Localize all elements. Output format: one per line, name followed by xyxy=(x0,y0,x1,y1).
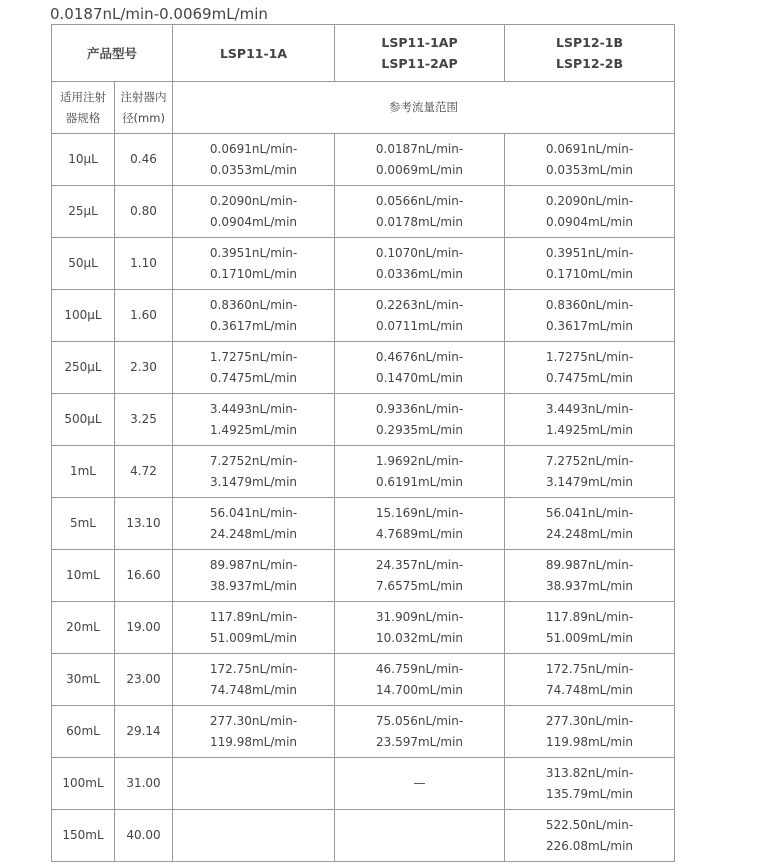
flow-range-cell-1: 1.7275nL/min- 0.7475mL/min xyxy=(173,342,335,394)
table-row xyxy=(52,238,675,290)
table-row xyxy=(52,550,675,602)
flow-range-cell-1: 7.2752nL/min- 3.1479mL/min xyxy=(173,446,335,498)
flow-range-cell-2: 46.759nL/min- 14.700mL/min xyxy=(335,654,505,706)
inner-diameter-cell: 13.10 xyxy=(115,498,173,550)
flow-range-cell-3: 56.041nL/min- 24.248mL/min xyxy=(505,498,675,550)
flow-range-cell-1: 0.3951nL/min- 0.1710mL/min xyxy=(173,238,335,290)
flow-range-cell-1: 56.041nL/min- 24.248mL/min xyxy=(173,498,335,550)
model-col-2: LSP11-1AP LSP11-2AP xyxy=(335,25,505,82)
flow-range-cell-3: 522.50nL/min- 226.08mL/min xyxy=(505,810,675,862)
flow-range-cell-1 xyxy=(173,810,335,862)
flow-range-cell-1: 0.0691nL/min- 0.0353mL/min xyxy=(173,134,335,186)
flow-range-cell-1: 0.8360nL/min- 0.3617mL/min xyxy=(173,290,335,342)
inner-diameter-label: 注射器内 径(mm) xyxy=(115,82,173,134)
inner-diameter-cell: 0.80 xyxy=(115,186,173,238)
syringe-spec-cell: 500μL xyxy=(52,394,115,446)
inner-diameter-cell: 16.60 xyxy=(115,550,173,602)
flow-range-cell-3: 0.3951nL/min- 0.1710mL/min xyxy=(505,238,675,290)
flow-range-cell-3: 0.0691nL/min- 0.0353mL/min xyxy=(505,134,675,186)
flow-range-cell-2: 0.0187nL/min- 0.0069mL/min xyxy=(335,134,505,186)
table-row xyxy=(52,602,675,654)
syringe-spec-cell: 60mL xyxy=(52,706,115,758)
model-col-3: LSP12-1B LSP12-2B xyxy=(505,25,675,82)
table-row xyxy=(52,498,675,550)
inner-diameter-cell: 19.00 xyxy=(115,602,173,654)
inner-diameter-cell: 29.14 xyxy=(115,706,173,758)
flow-range-cell-2: 0.0566nL/min- 0.0178mL/min xyxy=(335,186,505,238)
table-row xyxy=(52,186,675,238)
flow-range-cell-2: 0.9336nL/min- 0.2935mL/min xyxy=(335,394,505,446)
subheader-row xyxy=(52,82,675,134)
syringe-spec-cell: 10μL xyxy=(52,134,115,186)
flow-range-cell-1: 172.75nL/min- 74.748mL/min xyxy=(173,654,335,706)
inner-diameter-cell: 4.72 xyxy=(115,446,173,498)
flow-range-cell-2: 15.169nL/min- 4.7689mL/min xyxy=(335,498,505,550)
flow-range-cell-2 xyxy=(335,810,505,862)
table-row xyxy=(52,290,675,342)
syringe-spec-cell: 100mL xyxy=(52,758,115,810)
syringe-spec-cell: 20mL xyxy=(52,602,115,654)
flow-range-table xyxy=(51,24,675,862)
model-col-1: LSP11-1A xyxy=(173,25,335,82)
syringe-spec-cell: 150mL xyxy=(52,810,115,862)
inner-diameter-cell: 0.46 xyxy=(115,134,173,186)
flow-range-cell-1 xyxy=(173,758,335,810)
syringe-spec-cell: 5mL xyxy=(52,498,115,550)
flow-range-cell-3: 0.8360nL/min- 0.3617mL/min xyxy=(505,290,675,342)
inner-diameter-cell: 40.00 xyxy=(115,810,173,862)
inner-diameter-cell: 1.10 xyxy=(115,238,173,290)
flow-range-cell-3: 117.89nL/min- 51.009mL/min xyxy=(505,602,675,654)
syringe-spec-cell: 30mL xyxy=(52,654,115,706)
table-row xyxy=(52,706,675,758)
flow-range-cell-2: — xyxy=(335,758,505,810)
flow-range-cell-1: 3.4493nL/min- 1.4925mL/min xyxy=(173,394,335,446)
table-row xyxy=(52,758,675,810)
flow-range-cell-3: 277.30nL/min- 119.98mL/min xyxy=(505,706,675,758)
product-model-label: 产品型号 xyxy=(52,25,173,82)
table-row xyxy=(52,394,675,446)
inner-diameter-cell: 2.30 xyxy=(115,342,173,394)
flow-range-cell-3: 0.2090nL/min- 0.0904mL/min xyxy=(505,186,675,238)
table-row xyxy=(52,134,675,186)
flow-range-cell-3: 172.75nL/min- 74.748mL/min xyxy=(505,654,675,706)
flow-range-cell-3: 3.4493nL/min- 1.4925mL/min xyxy=(505,394,675,446)
flow-range-cell-1: 0.2090nL/min- 0.0904mL/min xyxy=(173,186,335,238)
inner-diameter-cell: 3.25 xyxy=(115,394,173,446)
flow-range-cell-2: 1.9692nL/min- 0.6191mL/min xyxy=(335,446,505,498)
syringe-spec-cell: 25μL xyxy=(52,186,115,238)
inner-diameter-cell: 23.00 xyxy=(115,654,173,706)
flow-range-cell-1: 117.89nL/min- 51.009mL/min xyxy=(173,602,335,654)
flow-range-cell-3: 1.7275nL/min- 0.7475mL/min xyxy=(505,342,675,394)
flow-range-cell-2: 0.4676nL/min- 0.1470mL/min xyxy=(335,342,505,394)
flow-range-cell-2: 31.909nL/min- 10.032mL/min xyxy=(335,602,505,654)
table-row xyxy=(52,342,675,394)
flow-range-cell-1: 277.30nL/min- 119.98mL/min xyxy=(173,706,335,758)
flow-range-cell-2: 24.357nL/min- 7.6575mL/min xyxy=(335,550,505,602)
syringe-spec-cell: 50μL xyxy=(52,238,115,290)
flow-range-cell-3: 313.82nL/min- 135.79mL/min xyxy=(505,758,675,810)
flow-range-cell-1: 89.987nL/min- 38.937mL/min xyxy=(173,550,335,602)
top-text: 0.0187nL/min-0.0069mL/min xyxy=(50,5,268,23)
flow-range-cell-3: 7.2752nL/min- 3.1479mL/min xyxy=(505,446,675,498)
inner-diameter-cell: 1.60 xyxy=(115,290,173,342)
inner-diameter-cell: 31.00 xyxy=(115,758,173,810)
table-row xyxy=(52,810,675,862)
flow-range-cell-2: 0.2263nL/min- 0.0711mL/min xyxy=(335,290,505,342)
syringe-spec-cell: 1mL xyxy=(52,446,115,498)
syringe-spec-label: 适用注射 器规格 xyxy=(52,82,115,134)
table-row xyxy=(52,446,675,498)
flow-range-cell-3: 89.987nL/min- 38.937mL/min xyxy=(505,550,675,602)
syringe-spec-cell: 10mL xyxy=(52,550,115,602)
flow-range-cell-2: 75.056nL/min- 23.597mL/min xyxy=(335,706,505,758)
model-header-row xyxy=(52,25,675,82)
syringe-spec-cell: 250μL xyxy=(52,342,115,394)
table-row xyxy=(52,654,675,706)
flow-range-label: 参考流量范围 xyxy=(173,82,675,134)
flow-range-cell-2: 0.1070nL/min- 0.0336mL/min xyxy=(335,238,505,290)
syringe-spec-cell: 100μL xyxy=(52,290,115,342)
